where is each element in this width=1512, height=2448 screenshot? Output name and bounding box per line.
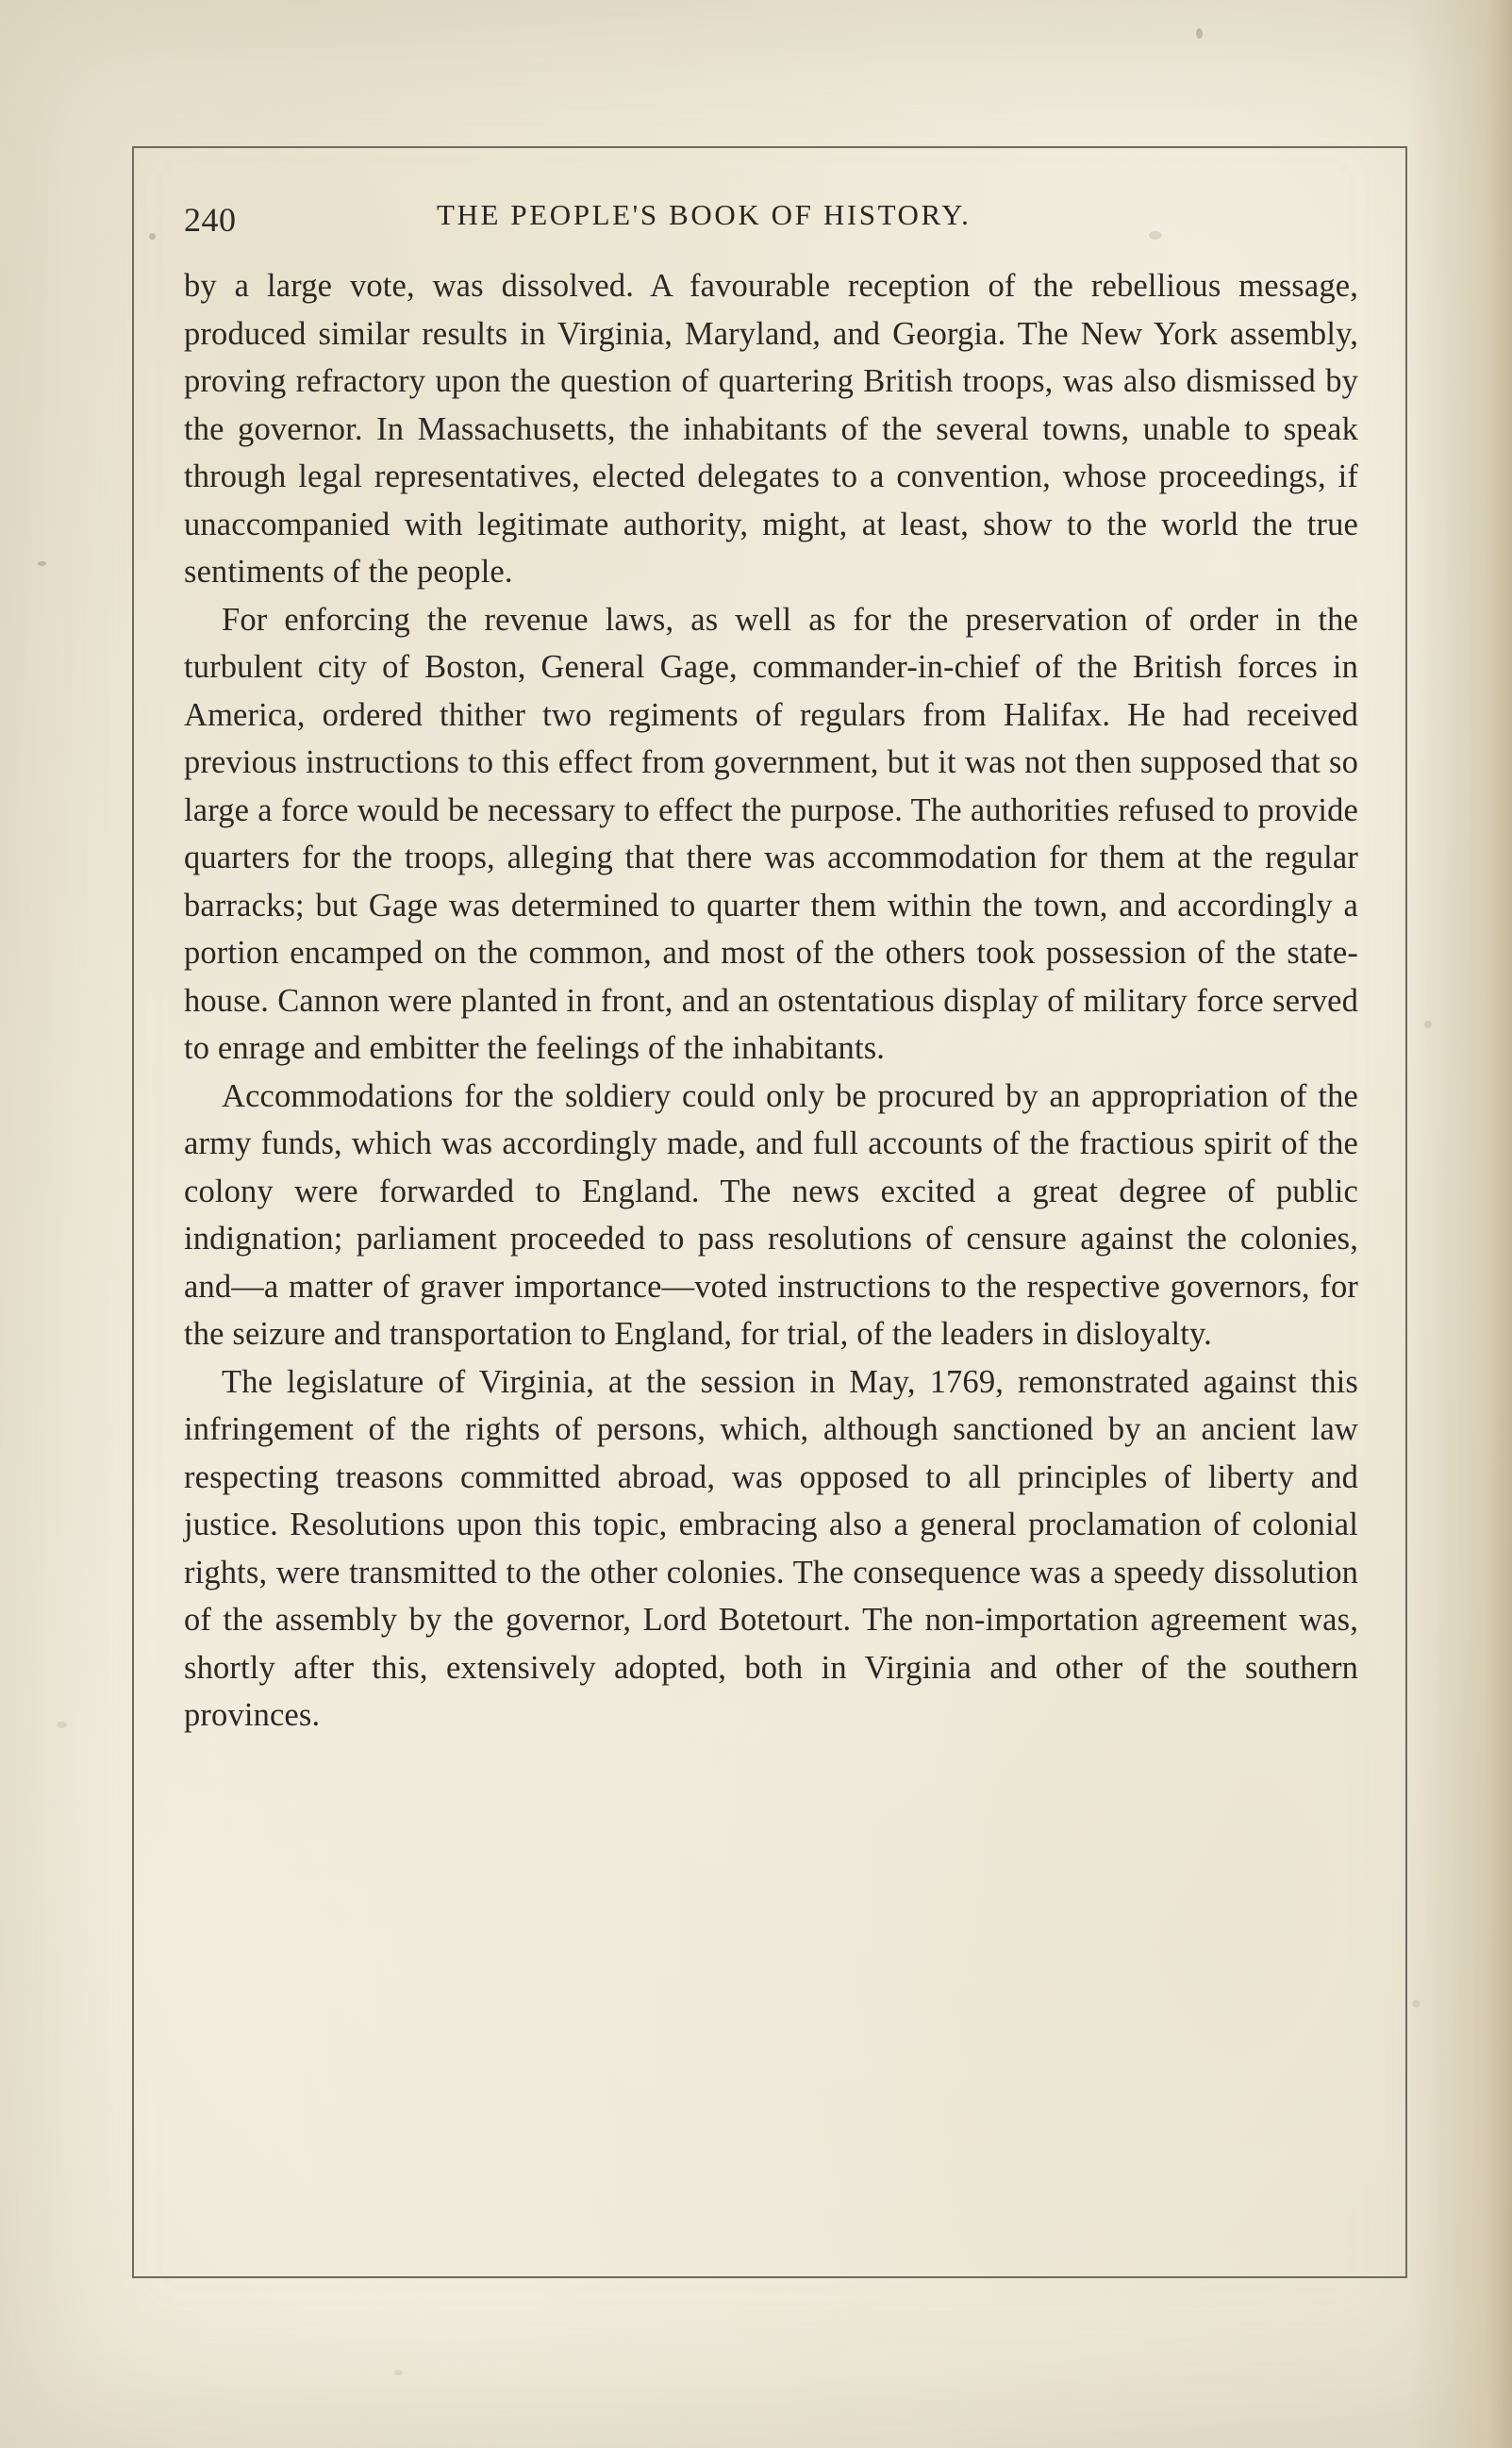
paper-speck <box>394 2370 403 2375</box>
page-gutter-shadow <box>1408 0 1512 2448</box>
body-text <box>184 262 1358 1740</box>
paper-speck <box>57 1722 67 1728</box>
paragraph: by a large vote, was dissolved. A favourable reception of the rebellious message, produced similar results in Virginia, Maryland, and Georgia. The New York assembly, proving refractory upon the question of quartering British troops, was also dismissed by the governor. In Massachusetts, the inhabitants of the several towns, unable to speak through legal representatives, elected delegates to a convention, whose proceedings, if unaccompanied with legitimate authority, might, at least, show to the world the true sentiments of the people. <box>184 268 1358 590</box>
paragraph: Accommodations for the soldiery could only be procured by an appropriation of the army funds, which was accordingly made, and full accounts of the fractious spirit of the colony were forwarded to England. The news excited a great degree of public indignation; parliament proceeded to pass resolutions of censure against the colonies, and—a matter of graver importance—voted instructions to the respective governors, for the seizure and transportation to England, for trial, of the leaders in disloyalty. <box>184 1077 1358 1352</box>
paragraph: For enforcing the revenue laws, as well as for the preservation of order in the turbulent city of Boston, General Gage, commander-in-chief of the British forces in America, ordered thither two regiments of regulars from Halifax. He had received previous instructions to this effect from government, but it was not then supposed that so large a force would be necessary to effect the purpose. The authorities refused to provide quarters for the troops, alleging that there was accommodation for them at the regular barracks; but Gage was determined to quarter them within the town, and accordingly a portion encamped on the common, and most of the others took possession of the state-house. Cannon were planted in front, and an ostentatious display of military force served to enrage and embitter the feelings of the inhabitants. <box>184 601 1358 1066</box>
paper-speck <box>38 561 46 566</box>
page-header <box>184 185 1358 245</box>
paper-speck <box>1424 1021 1432 1028</box>
page-content <box>184 185 1358 1740</box>
page-number: 240 <box>184 201 237 239</box>
paper-speck <box>1412 2000 1420 2007</box>
paper-speck <box>1196 28 1203 39</box>
paragraph: The legislature of Virginia, at the session in May, 1769, remonstrated against this infringement of the rights of persons, which, although sanctioned by an ancient law respecting treasons committed abroad, was opposed to all principles of liberty and justice. Resolutions upon this topic, embracing also a general proclamation of colonial rights, were transmitted to the other colonies. The consequence was a speedy dissolution of the assembly by the governor, Lord Botetourt. The non-importation agreement was, shortly after this, extensively adopted, both in Virginia and other of the southern provinces. <box>184 1363 1358 1733</box>
running-head: THE PEOPLE'S BOOK OF HISTORY. <box>437 198 972 231</box>
